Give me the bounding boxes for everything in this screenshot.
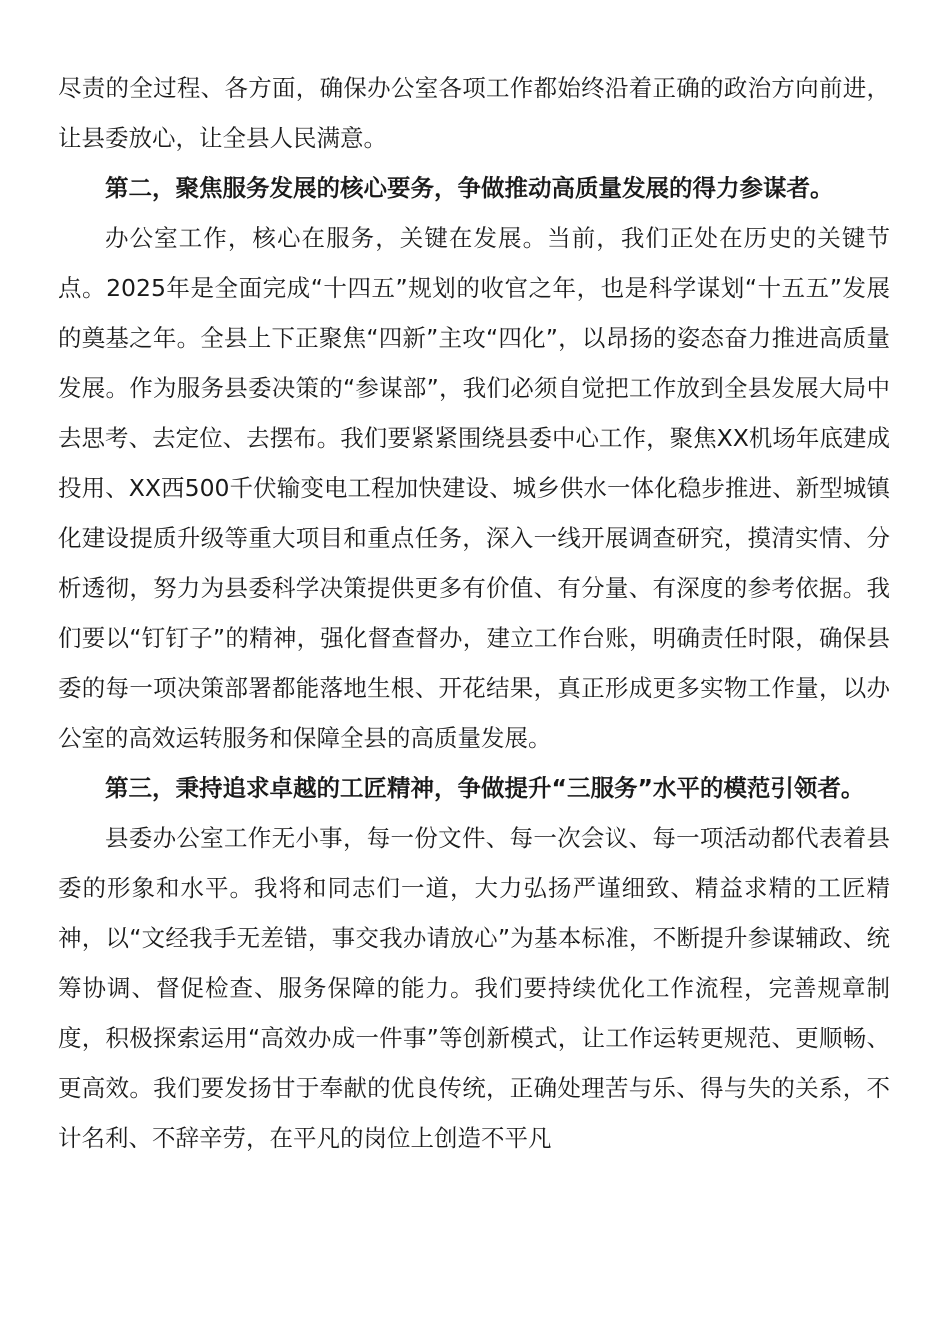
paragraph-body: 县委办公室工作无小事，每一份文件、每一次会议、每一项活动都代表着县委的形象和水平。我将和同志们一道，大力弘扬严谨细致、精益求精的工匠精神，以“文经我手无差错，事交我办请放心”为基本标准，不断提升参谋辅政、统筹协调、督促检查、服务保障的能力。我们要持续优化工作流程，完善规章制度，积极探索运用“高效办成一件事”等创新模式，让工作运转更规范、更顺畅、更高效。我们要发扬甘于奉献的优良传统，正确处理苦与乐、得与失的关系，不计名利、不辞辛劳，在平凡的岗位上创造不平凡 [58,824,890,1152]
paragraph-continuation: 尽责的全过程、各方面，确保办公室各项工作都始终沿着正确的政治方向前进，让县委放心，让全县人民满意。 [58,74,890,152]
document-page [58,63,890,1163]
section-heading-second: 第二，聚焦服务发展的核心要务，争做推动高质量发展的得力参谋者。 [105,174,834,202]
paragraph-body: 办公室工作，核心在服务，关键在发展。当前，我们正处在历史的关键节点。2025年是全面完成“十四五”规划的收官之年，也是科学谋划“十五五”发展的奠基之年。全县上下正聚焦“四新”主攻“四化”，以昂扬的姿态奋力推进高质量发展。作为服务县委决策的“参谋部”，我们必须自觉把工作放到全县发展大局中去思考、去定位、去摆布。我们要紧紧围绕县委中心工作，聚焦XX机场年底建成投用、XX西500千伏输变电工程加快建设、城乡供水一体化稳步推进、新型城镇化建设提质升级等重大项目和重点任务，深入一线开展调查研究，摸清实情、分析透彻，努力为县委科学决策提供更多有价值、有分量、有深度的参考依据。我们要以“钉钉子”的精神，强化督查督办，建立工作台账，明确责任时限，确保县委的每一项决策部署都能落地生根、开花结果，真正形成更多实物工作量，以办公室的高效运转服务和保障全县的高质量发展。 [58,224,890,752]
section-heading-third: 第三，秉持追求卓越的工匠精神，争做提升“三服务”水平的模范引领者。 [105,774,865,802]
